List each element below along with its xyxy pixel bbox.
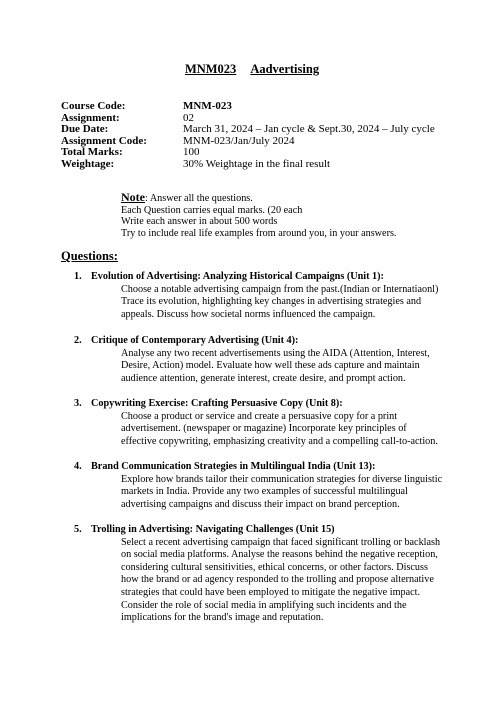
question-number: 1. — [74, 271, 82, 282]
note-first-line — [121, 192, 396, 205]
question-text: advertisement. (newspaper or magazine) Incorporate key principles of — [121, 423, 407, 435]
detail-value: MNM-023 — [183, 100, 232, 112]
question-text: Choose a notable advertising campaign from the past.(Indian or Internatiaonl) — [121, 283, 439, 295]
question-heading: Trolling in Advertising: Navigating Challenges (Unit 15) — [91, 524, 335, 535]
detail-label: Assignment Code: — [61, 134, 147, 147]
question-heading: Evolution of Advertising: Analyzing Historical Campaigns (Unit 1): — [91, 271, 384, 282]
question-body — [121, 284, 481, 322]
question-text: Analyse any two recent advertisements using the AIDA (Attention, Interest, — [121, 347, 430, 359]
question-text: effective copywriting, emphasizing creativity and a compelling call-to-action. — [121, 435, 438, 447]
note-heading: Note — [121, 190, 145, 204]
question-heading: Copywriting Exercise: Crafting Persuasive Copy (Unit 8): — [91, 398, 343, 409]
detail-label: Total Marks: — [61, 146, 123, 159]
note-text: Write each answer in about 500 words — [121, 216, 278, 227]
course-code-title: MNM023 — [184, 62, 237, 76]
note-text: : Answer all the questions. — [145, 193, 253, 204]
question-text: on social media platforms. Analyse the reasons behind the negative reception, — [121, 549, 438, 561]
detail-label: Due Date: — [61, 123, 109, 136]
question-heading: Critique of Contemporary Advertising (Unit 4): — [91, 335, 299, 346]
questions-heading: Questions: — [61, 249, 118, 263]
question-number: 4. — [74, 461, 82, 472]
question-number: 2. — [74, 335, 82, 346]
question-4 — [74, 461, 484, 511]
question-body — [121, 474, 481, 512]
document-title — [0, 61, 504, 77]
question-5 — [74, 524, 484, 625]
question-text: Consider the role of social media in amplifying such incidents and the — [121, 599, 407, 611]
detail-label: Assignment: — [61, 111, 120, 124]
question-1 — [74, 271, 484, 321]
question-body — [121, 537, 481, 625]
question-title — [74, 398, 484, 411]
question-3 — [74, 398, 484, 448]
detail-label: Course Code: — [61, 100, 126, 112]
question-text: Select a recent advertising campaign that faced significant trolling or backlash — [121, 536, 441, 548]
instructions-note — [121, 192, 396, 239]
detail-row-course-code — [61, 101, 435, 113]
question-text: Explore how brands tailor their communication strategies for diverse linguistic — [121, 473, 443, 485]
question-text: Choose a product or service and create a persuasive copy for a print — [121, 410, 398, 422]
question-body — [121, 411, 481, 449]
detail-label: Weightage: — [61, 157, 115, 170]
question-heading: Brand Communication Strategies in Multilingual India (Unit 13): — [91, 461, 376, 472]
question-2 — [74, 335, 484, 385]
note-text: Each Question carries equal marks. (20 each — [121, 204, 303, 216]
detail-value: March 31, 2024 – Jan cycle & Sept.30, 2024 – July cycle — [183, 123, 435, 136]
question-text: Desire, Action) model. Evaluate how well these ads capture and maintain — [121, 360, 420, 372]
question-title — [74, 335, 484, 348]
question-text: audience attention, generate interest, create desire, and prompt action. — [121, 372, 406, 384]
question-text: how the brand or ad agency responded to the trolling and propose alternative — [121, 574, 434, 586]
note-text: Try to include real life examples from around you, in your answers. — [121, 227, 397, 239]
question-title — [74, 271, 484, 284]
assignment-details — [61, 101, 435, 171]
detail-row-weightage — [61, 159, 435, 171]
question-text: Trace its evolution, highlighting key changes in advertising strategies and — [121, 296, 422, 308]
question-title — [74, 524, 484, 537]
detail-value: 100 — [183, 146, 200, 159]
detail-value: 02 — [183, 111, 194, 124]
question-text: markets in India. Provide any two examples of successful multilingual — [121, 486, 408, 498]
detail-value: 30% Weightage in the final result — [183, 157, 331, 170]
question-body — [121, 348, 481, 386]
question-text: strategies that could have been employed to mitigate the negative impact. — [121, 586, 421, 598]
question-number: 5. — [74, 524, 82, 535]
question-text: appeals. Discuss how societal norms influenced the campaign. — [121, 308, 376, 320]
question-text: advertising campaigns and discuss their impact on brand perception. — [121, 498, 400, 510]
question-text: considering cultural sensitivities, ethical concerns, or other factors. Discuss — [121, 561, 428, 573]
question-number: 3. — [74, 398, 82, 409]
detail-value: MNM-023/Jan/July 2024 — [183, 134, 295, 147]
question-title — [74, 461, 484, 474]
question-text: implications for the brand's image and reputation. — [121, 612, 324, 624]
course-name-title: Aadvertising — [250, 62, 320, 76]
